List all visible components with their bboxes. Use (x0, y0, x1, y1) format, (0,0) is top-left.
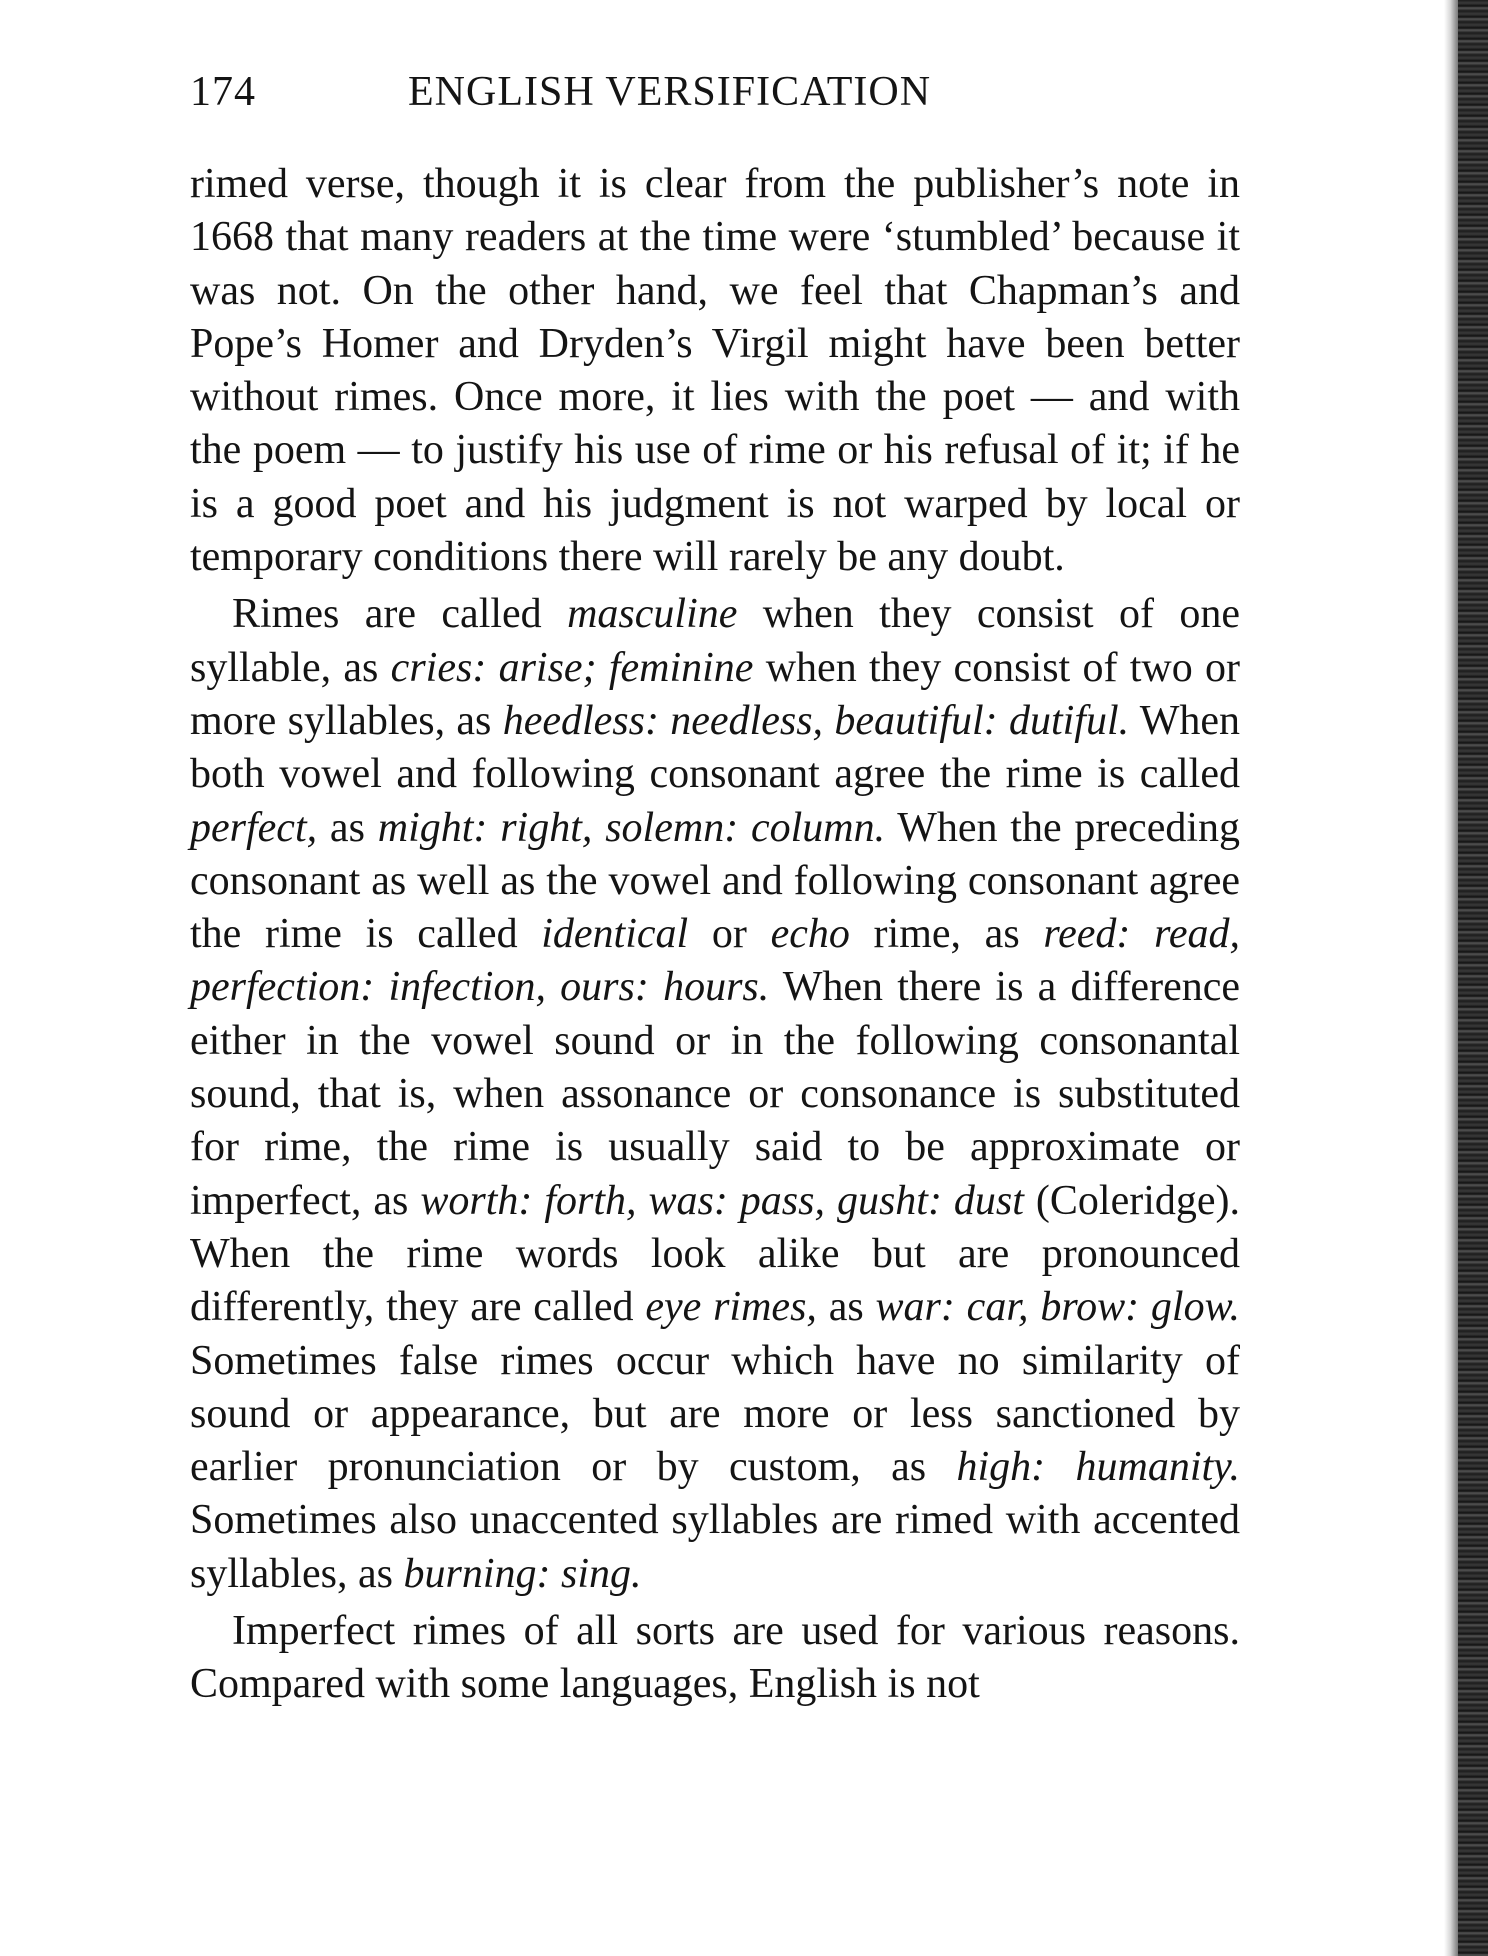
text-run: when they consist of two or more syllables, as (190, 644, 1240, 744)
body-text (190, 158, 1240, 1712)
italic-text: burning: sing. (403, 1550, 642, 1597)
italic-text: echo (770, 911, 850, 958)
italic-text: cries: arise; feminine (390, 644, 754, 691)
italic-text: eye rimes, (645, 1284, 817, 1331)
italic-text: reed: read, perfection: infection, ours: hours. (190, 911, 1241, 1011)
paragraph (190, 158, 1240, 584)
text-run: as (317, 804, 378, 851)
page-edge-shadow (1444, 0, 1458, 1956)
italic-text: heedless: needless, beautiful: dutiful. (502, 697, 1130, 744)
italic-text: identical (541, 911, 689, 958)
text-run: Sometimes also unaccented syllables are rimed with accented syllables, as (190, 1497, 1240, 1597)
text-run: Rimes are called (232, 591, 568, 638)
paragraph (190, 588, 1240, 1601)
text-run: Sometimes false rimes occur which have no similarity of sound or appearance, but are more or less sanctioned by earlier pronunciation or by custom, as (190, 1337, 1240, 1491)
running-title: ENGLISH VERSIFICATION (408, 69, 932, 115)
text-run: rimed verse, though it is clear from the publisher’s note in 1668 that many readers at the time were ‘stumbled’ because it was not. On the other hand, we feel that Chapman’s and Pope’s Homer and Dryden’s Virgil might have been better without rimes. Once more, it lies with the poet — and with the poem — to justify his use of rime or his refusal of it; if he is a good poet and his judgment is not warped by local or temporary conditions there will rarely be any doubt. (190, 161, 1240, 581)
italic-text: high: humanity. (956, 1444, 1240, 1491)
italic-text: masculine (567, 591, 738, 638)
page-number: 174 (190, 69, 256, 115)
text-run: (Coleridge). When the rime words look alike but are pronounced differently, they are called (190, 1177, 1241, 1331)
text-run: rime, as (849, 911, 1044, 958)
italic-text: perfect, (190, 804, 318, 851)
page-header (190, 68, 1240, 128)
text-run: When both vowel and following consonant agree the rime is called (190, 697, 1240, 798)
text-run: as (816, 1284, 876, 1331)
text-run: When the preceding consonant as well as the vowel and following consonant agree the rime is called (190, 804, 1240, 958)
text-run: when they consist of one syllable, as (190, 591, 1240, 691)
paragraph (190, 1605, 1240, 1712)
italic-text: worth: forth, was: pass, gusht: dust (420, 1177, 1024, 1224)
text-run: or (688, 911, 771, 958)
page-binding-edge (1458, 0, 1488, 1956)
text-run: When there is a difference either in the vowel sound or in the following consonantal sound, that is, when assonance or consonance is substituted for rime, the rime is usually said to be approximate or imperfect, as (190, 964, 1240, 1224)
text-run: Imperfect rimes of all sorts are used for various reasons. Compared with some languages, English is not (190, 1608, 1240, 1708)
italic-text: might: right, solemn: column. (377, 804, 886, 851)
italic-text: war: car, brow: glow. (875, 1284, 1240, 1331)
